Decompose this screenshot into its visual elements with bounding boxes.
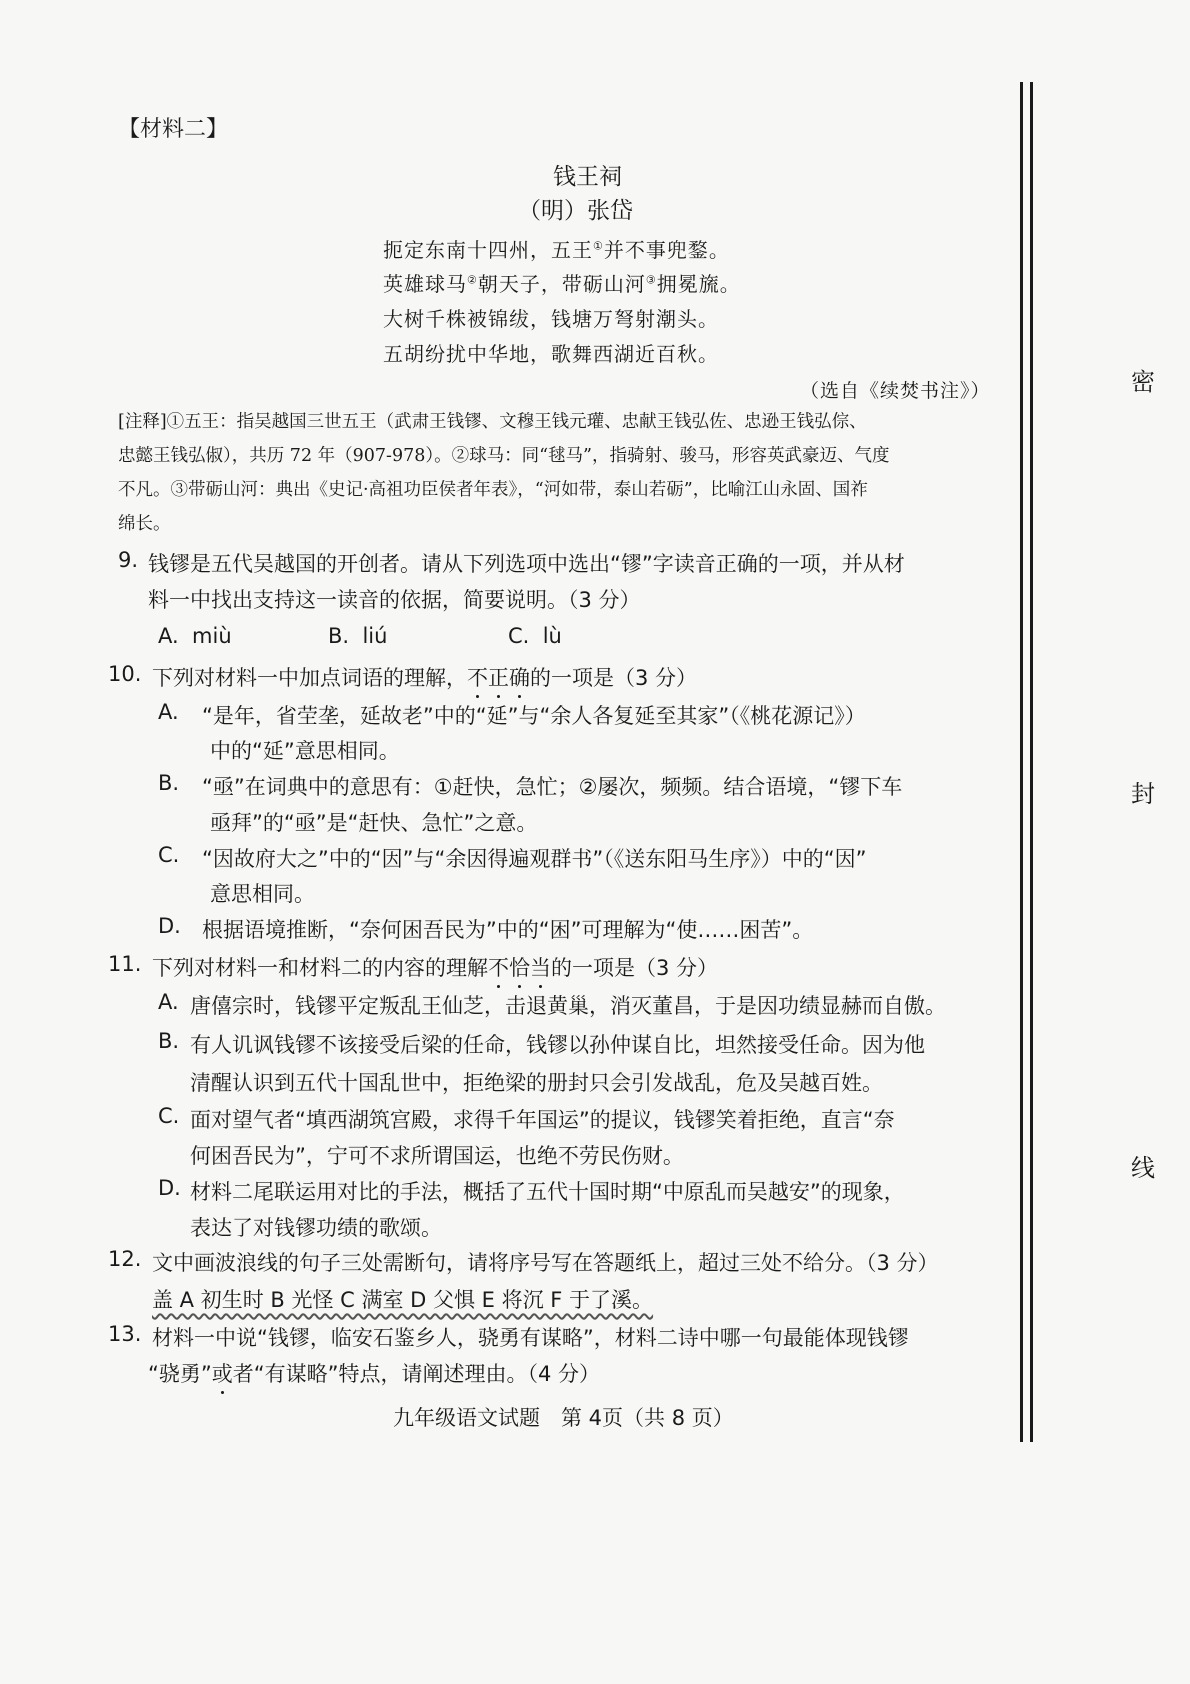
q11-option-b-line-1: 有人讥讽钱镠不该接受后梁的任命，钱镠以孙仲谋自比，坦然接受任命。因为他 [190, 1033, 925, 1057]
q11-stem: 下列对材料一和材料二的内容的理解不恰当的一项是（3 分） [152, 952, 718, 982]
q11-option-a-line-1: 唐僖宗时，钱镠平定叛乱王仙芝，击退黄巢，消灭董昌，于是因功绩显赫而自傲。 [190, 994, 946, 1018]
notes-line-2: 忠懿王钱弘俶），共历 72 年（907-978）。②球马：同“毬马”，指骑射、骏马，形容英武豪迈、气度 [118, 446, 890, 466]
poem-line-3: 大树千株被锦绂，钱塘万弩射潮头。 [383, 307, 719, 331]
q10-option-b-line-2: 亟拜”的“亟”是“赶快、急忙”之意。 [210, 811, 538, 835]
q10-option-b-line-1: “亟”在词典中的意思有：①赶快，急忙；②屡次，频频。结合语境，“镠下车 [202, 775, 903, 799]
poem-line-4: 五胡纷扰中华地，歌舞西湖近百秋。 [383, 342, 719, 366]
notes-line-3: 不凡。③带砺山河：典出《史记·高祖功臣侯者年表》，“河如带，泰山若砺”，比喻江山永固、国祚 [118, 480, 868, 500]
q9-stem-line-2: 料一中找出支持这一读音的依据，简要说明。（3 分） [148, 588, 641, 612]
poem-title: 钱王祠 [553, 164, 622, 190]
section-heading: 【材料二】 [118, 117, 229, 142]
q11-option-d-line-2: 表达了对钱镠功绩的歌颂。 [190, 1216, 442, 1240]
q10-option-b-label: B. [158, 771, 180, 795]
notes-line-4: 绵长。 [118, 514, 171, 534]
q10-option-c-label: C. [158, 843, 180, 867]
q11-option-d-label: D. [158, 1176, 181, 1200]
q9-stem-line-1: 钱镠是五代吴越国的开创者。请从下列选项中选出“镠”字读音正确的一项，并从材 [148, 552, 905, 576]
poem-author: （明）张岱 [518, 198, 633, 224]
q11-option-b-label: B. [158, 1029, 180, 1053]
q10-stem: 下列对材料一中加点词语的理解，不正确的一项是（3 分） [152, 662, 697, 692]
notes-line-1: [注释]①五王：指吴越国三世五王（武肃王钱镠、文穆王钱元瓘、忠献王钱弘佐、忠逊王钱弘倧、 [118, 412, 867, 432]
q10-number: 10. [108, 662, 142, 686]
q11-option-b-line-2: 清醒认识到五代十国乱世中，拒绝梁的册封只会引发战乱，危及吴越百姓。 [190, 1071, 883, 1095]
binding-line-outer [1020, 82, 1023, 1442]
q10-option-a-line-2: 中的“延”意思相同。 [210, 739, 400, 763]
q10-option-a-line-1: “是年，省茔垄，延故老”中的“延”与“余人各复延至其家”（《桃花源记》） [202, 704, 866, 728]
q12-stem: 文中画波浪线的句子三处需断句，请将序号写在答题纸上，超过三处不给分。（3 分） [152, 1251, 939, 1275]
q9-number: 9. [118, 548, 139, 572]
binding-label-line: 线 [1131, 1154, 1155, 1182]
q10-option-c-line-1: “因故府大之”中的“因”与“余因得遍观群书”（《送东阳马生序》）中的“因” [202, 847, 867, 871]
poem-line-1: 扼定东南十四州，五王①并不事兜鍪。 [383, 238, 730, 262]
page-footer: 九年级语文试题 第 4页（共 8 页） [393, 1406, 734, 1430]
q10-option-d-line-1: 根据语境推断，“奈何困吾民为”中的“困”可理解为“使……困苦”。 [202, 918, 814, 942]
q9-option-a: A. miù [158, 624, 232, 648]
q11-option-a-label: A. [158, 990, 179, 1014]
q12-wavy-sentence: 盖 A 初生时 B 光怪 C 满室 D 父惧 E 将沉 F 于了溪。 [152, 1288, 654, 1312]
q11-option-c-line-1: 面对望气者“填西湖筑宫殿，求得千年国运”的提议，钱镠笑着拒绝，直言“奈 [190, 1108, 895, 1132]
binding-label-close: 封 [1131, 780, 1155, 808]
binding-line-inner [1030, 82, 1033, 1442]
q13-number: 13. [108, 1322, 142, 1346]
q11-number: 11. [108, 952, 142, 976]
binding-label-seal: 密 [1131, 368, 1155, 396]
q11-option-c-label: C. [158, 1104, 180, 1128]
poem-source: （选自《续焚书注》） [800, 380, 991, 402]
q13-stem-line-2: “骁勇”或者“有谋略”特点，请阐述理由。（4 分） [148, 1358, 600, 1388]
q13-stem-line-1: 材料一中说“钱镠，临安石鉴乡人，骁勇有谋略”，材料二诗中哪一句最能体现钱镠 [152, 1326, 909, 1350]
q9-option-b: B. liú [328, 624, 388, 648]
q12-number: 12. [108, 1247, 142, 1271]
q10-option-c-line-2: 意思相同。 [210, 882, 315, 906]
poem-line-2: 英雄球马②朝天子，带砺山河③拥冕旒。 [383, 272, 741, 296]
q11-option-d-line-1: 材料二尾联运用对比的手法，概括了五代十国时期“中原乱而吴越安”的现象， [190, 1180, 905, 1204]
q11-option-c-line-2: 何困吾民为”，宁可不求所谓国运，也绝不劳民伤财。 [190, 1144, 684, 1168]
q10-option-d-label: D. [158, 914, 181, 938]
q10-option-a-label: A. [158, 700, 179, 724]
q9-option-c: C. lù [508, 624, 562, 648]
